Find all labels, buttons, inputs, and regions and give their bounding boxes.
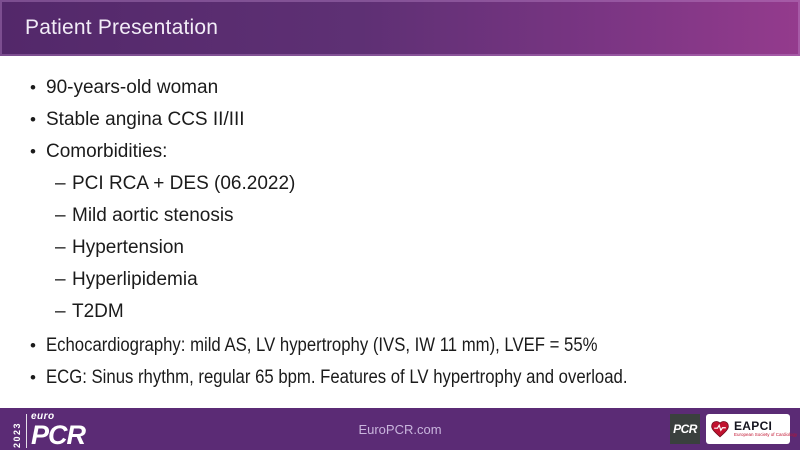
bullet-text: 90-years-old woman xyxy=(46,77,219,98)
bullet-item xyxy=(0,330,800,362)
sub-bullet-text: Hyperlipidemia xyxy=(72,269,198,290)
dash-glyph: – xyxy=(55,301,66,322)
dash-glyph: – xyxy=(55,237,66,258)
slide-title: Patient Presentation xyxy=(25,16,219,39)
eapci-tagline: European Society of Cardiology xyxy=(734,432,798,437)
sub-bullet-item xyxy=(0,200,800,232)
logo-divider xyxy=(26,414,27,448)
sub-bullet-item xyxy=(0,232,800,264)
bullet-glyph: • xyxy=(30,368,36,387)
bullet-text: Comorbidities: xyxy=(46,141,168,162)
heart-icon xyxy=(710,419,730,439)
dash-glyph: – xyxy=(55,205,66,226)
europcr-2023-logo xyxy=(12,412,85,450)
sub-bullet-text: Mild aortic stenosis xyxy=(72,205,234,226)
sub-bullet-text: T2DM xyxy=(72,301,124,322)
bullet-item xyxy=(0,104,800,136)
slide-body xyxy=(0,72,800,394)
slide-footer xyxy=(0,408,800,450)
bullet-glyph: • xyxy=(30,142,36,161)
sub-bullet-text: PCI RCA + DES (06.2022) xyxy=(72,173,296,194)
bullet-item xyxy=(0,362,800,394)
bullet-text: Stable angina CCS II/III xyxy=(46,109,245,130)
logo-year-label: 2023 xyxy=(12,421,22,448)
eapci-badge xyxy=(706,414,798,444)
footer-website-text: EuroPCR.com xyxy=(358,421,442,437)
logo-pcr-label: PCR xyxy=(31,420,86,450)
slide-header xyxy=(0,0,800,56)
bullet-glyph: • xyxy=(30,110,36,129)
pcr-badge: PCR xyxy=(670,414,700,444)
logo-text-stack xyxy=(31,412,85,450)
bullet-glyph: • xyxy=(30,78,36,97)
bullet-item xyxy=(0,72,800,104)
sub-bullet-text: Hypertension xyxy=(72,237,184,258)
logo-euro-label: euro xyxy=(31,411,55,422)
eapci-text-block xyxy=(734,420,797,438)
sub-bullet-item xyxy=(0,264,800,296)
footer-badges xyxy=(670,414,798,444)
bullet-item xyxy=(0,136,800,168)
sub-bullet-item xyxy=(0,168,800,200)
bullet-glyph: • xyxy=(30,336,36,355)
eapci-name: EAPCI xyxy=(734,419,773,433)
bullet-text: Echocardiography: mild AS, LV hypertrophy (IVS, IW 11 mm), LVEF = 55% xyxy=(46,335,598,356)
dash-glyph: – xyxy=(55,269,66,290)
dash-glyph: – xyxy=(55,173,66,194)
bullet-text: ECG: Sinus rhythm, regular 65 bpm. Features of LV hypertrophy and overload. xyxy=(46,367,628,388)
sub-bullet-item xyxy=(0,296,800,328)
